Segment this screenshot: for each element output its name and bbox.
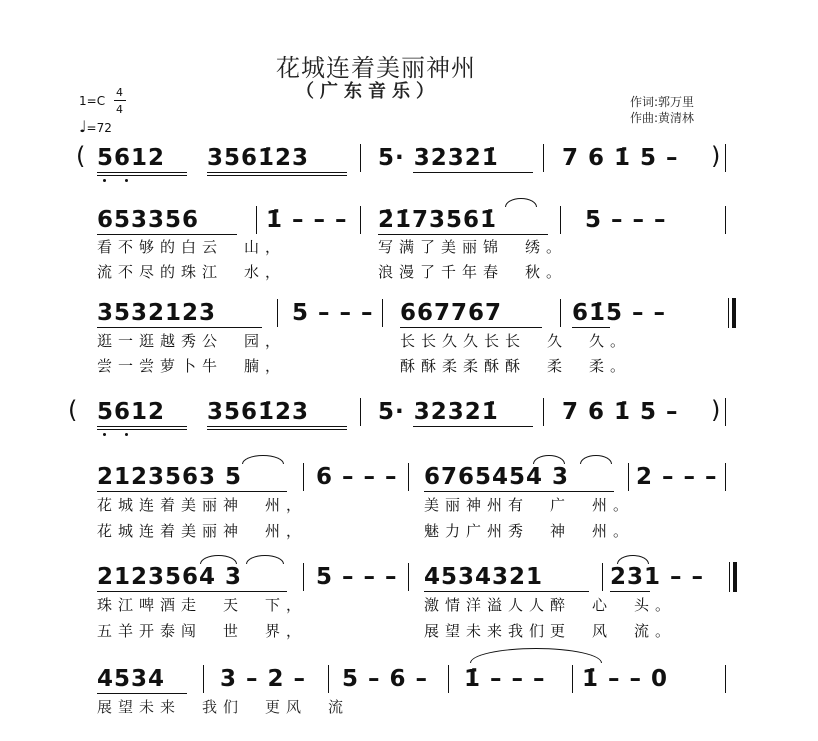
low-octave-dot <box>125 179 128 182</box>
beam <box>97 491 287 492</box>
beam <box>424 491 614 492</box>
barline <box>725 665 726 693</box>
lyric-line: 写满了美丽锦 绣。 <box>378 238 568 256</box>
open-paren: ( <box>68 396 78 424</box>
barline <box>360 206 361 234</box>
quarter-note-icon: ♩ <box>79 117 87 136</box>
lyric-line: 酥酥柔柔酥酥 柔 柔。 <box>400 357 632 375</box>
beam <box>378 234 548 235</box>
low-octave-dot <box>125 433 128 436</box>
slur <box>246 555 284 564</box>
measure-4-4: 7 6 1̇ 5 – <box>562 399 679 425</box>
measure-5-4: 2 – – – <box>636 464 718 490</box>
beam <box>97 172 187 173</box>
close-paren: ) <box>711 142 721 170</box>
repeat-barline <box>728 298 740 328</box>
time-signature-top: 4 <box>116 86 123 99</box>
lyric-line: 珠江啤酒走 天 下， <box>97 596 308 614</box>
barline <box>560 206 561 234</box>
lyric-line: 美丽神州有 广 州。 <box>424 496 635 514</box>
measure-2-4: 5 – – – <box>585 207 667 233</box>
barline <box>543 398 544 426</box>
measure-1-1: 5612 <box>97 145 166 171</box>
lyric-line: 展望未来 我们 更风 流 <box>97 698 350 716</box>
tie <box>470 648 602 663</box>
lyricist-credit: 作词:郭万里 <box>630 95 695 109</box>
measure-4-3: 5· 32321̇ <box>378 399 499 425</box>
measure-2-2: 1̇ – – – <box>266 207 348 233</box>
song-subtitle: （广东音乐） <box>296 81 440 102</box>
lyric-line: 花城连着美丽神 州， <box>97 496 308 514</box>
lyric-line: 长长久久长长 久 久。 <box>400 332 632 350</box>
barline <box>725 144 726 172</box>
barline <box>725 463 726 491</box>
beam <box>610 591 650 592</box>
measure-5-3: 6765454 3 <box>424 464 570 490</box>
barline <box>256 206 257 234</box>
measure-1-3: 5· 32321̇ <box>378 145 499 171</box>
beam <box>207 172 347 173</box>
measure-3-4: 61̇5 – – <box>572 300 667 326</box>
lyric-line: 尝一尝萝卜牛 腩， <box>97 357 287 375</box>
beam <box>97 591 287 592</box>
barline <box>448 665 449 693</box>
slur <box>580 455 612 464</box>
lyric-line: 看不够的白云 山， <box>97 238 287 256</box>
composer-credit: 作曲:黄清林 <box>630 111 695 125</box>
time-signature-line <box>114 100 126 101</box>
measure-3-3: 667767 <box>400 300 503 326</box>
close-paren: ) <box>711 396 721 424</box>
tempo-marking: ♩=72 <box>79 117 112 136</box>
measure-7-1: 4534 <box>97 666 166 692</box>
measure-5-2: 6 – – – <box>316 464 398 490</box>
measure-1-4: 7 6 1̇ 5 – <box>562 145 679 171</box>
beam <box>97 426 187 427</box>
beam <box>424 591 589 592</box>
barline <box>303 563 304 591</box>
barline <box>203 665 204 693</box>
barline <box>360 144 361 172</box>
beam <box>400 327 542 328</box>
measure-4-2: 3561̇23 <box>207 399 310 425</box>
barline <box>725 206 726 234</box>
barline <box>572 665 573 693</box>
measure-6-2: 5 – – – <box>316 564 398 590</box>
barline <box>360 398 361 426</box>
measure-7-4: 1̇ – – – <box>464 666 546 692</box>
measure-7-3: 5 – 6 – <box>342 666 429 692</box>
measure-4-1: 5612 <box>97 399 166 425</box>
measure-2-1: 653356 <box>97 207 200 233</box>
beam <box>413 426 533 427</box>
beam <box>207 429 347 430</box>
lyric-line: 流不尽的珠江 水， <box>97 263 287 281</box>
beam <box>97 429 187 430</box>
low-octave-dot <box>103 179 106 182</box>
beam <box>207 175 347 176</box>
lyric-line: 激情洋溢人人醉 心 头。 <box>424 596 677 614</box>
beam <box>572 327 610 328</box>
barline <box>382 299 383 327</box>
measure-1-2: 3561̇23 <box>207 145 310 171</box>
beam <box>207 426 347 427</box>
beam <box>413 172 533 173</box>
slur <box>242 455 284 464</box>
end-barline <box>729 562 741 592</box>
barline <box>725 398 726 426</box>
lyric-line: 花城连着美丽神 州， <box>97 522 308 540</box>
lyric-line: 五羊开泰闯 世 界， <box>97 622 308 640</box>
low-octave-dot <box>103 433 106 436</box>
measure-7-2: 3 – 2 – <box>220 666 307 692</box>
barline <box>560 299 561 327</box>
measure-2-3: 2̇1̇73561̇ <box>378 207 498 233</box>
lyric-line: 逛一逛越秀公 园， <box>97 332 287 350</box>
barline <box>277 299 278 327</box>
measure-6-4: 231 – – <box>610 564 705 590</box>
measure-6-1: 2123564 3 <box>97 564 243 590</box>
measure-6-3: 4534321 <box>424 564 544 590</box>
slur <box>200 555 237 564</box>
barline <box>303 463 304 491</box>
open-paren: ( <box>76 142 86 170</box>
barline <box>543 144 544 172</box>
measure-3-2: 5 – – – <box>292 300 374 326</box>
slur <box>617 555 649 564</box>
measure-3-1: 3532123 <box>97 300 217 326</box>
beam <box>97 234 237 235</box>
barline <box>328 665 329 693</box>
barline <box>628 463 629 491</box>
lyric-line: 魅力广州秀 神 州。 <box>424 522 635 540</box>
lyric-line: 展望未来我们更 风 流。 <box>424 622 677 640</box>
key-signature: 1=C <box>79 94 106 108</box>
measure-5-1: 2123563 5 <box>97 464 243 490</box>
barline <box>408 563 409 591</box>
beam <box>97 327 262 328</box>
time-signature-bottom: 4 <box>116 103 123 116</box>
barline <box>408 463 409 491</box>
beam <box>97 693 187 694</box>
measure-7-5: 1̇ – – 0 <box>582 666 669 692</box>
beam <box>97 175 187 176</box>
lyric-line: 浪漫了千年春 秋。 <box>378 263 568 281</box>
slur <box>505 198 537 207</box>
barline <box>602 563 603 591</box>
song-title: 花城连着美丽神州 <box>276 54 476 82</box>
slur <box>533 455 565 464</box>
